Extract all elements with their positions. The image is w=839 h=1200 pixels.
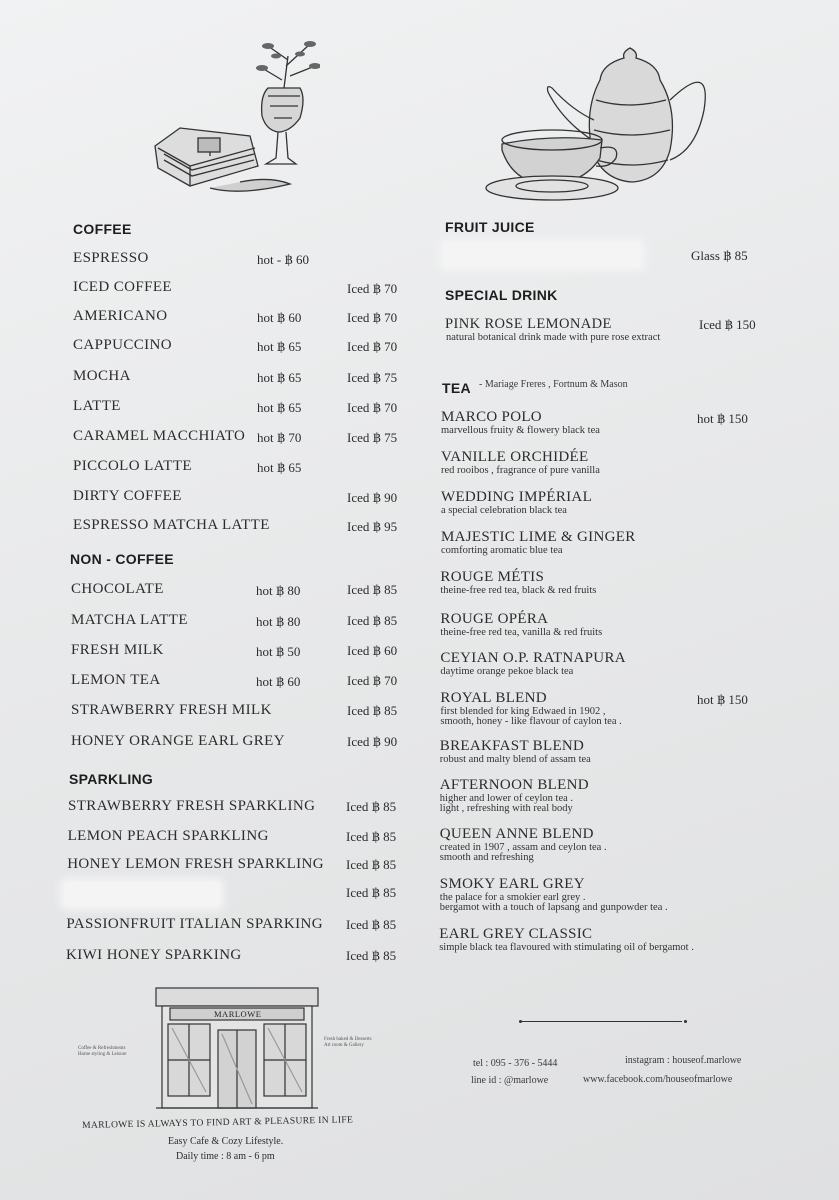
shop-right-caption-1: Fresh baked & Desserts [324, 1037, 372, 1042]
coffee-item-iced-price: Iced ฿ 70 [347, 310, 398, 325]
tea-item-description: marvellous fruity & flowery black tea [441, 425, 600, 436]
coffee-item-name: CARAMEL MACCHIATO [73, 428, 246, 444]
coffee-item-hot-price: hot ฿ 65 [257, 339, 302, 354]
shop-right-caption-2: Art room & Gallery [324, 1043, 364, 1048]
tea-item-description: theine-free red tea, vanilla & red fruits [440, 627, 603, 638]
non-coffee-section-title: NON - COFFEE [70, 551, 174, 567]
tea-brands: - Mariage Freres , Fortnum & Mason [479, 379, 628, 390]
contact-instagram[interactable]: instagram : houseof.marlowe [625, 1055, 742, 1066]
tea-item-name: VANILLE ORCHIDÉE [441, 449, 589, 465]
contact-facebook[interactable]: www.facebook.com/houseofmarlowe [583, 1074, 733, 1085]
non-coffee-item-iced-price: Iced ฿ 85 [347, 613, 398, 628]
non-coffee-item-iced-price: Iced ฿ 60 [347, 643, 398, 658]
tea-item-description: daytime orange pekoe black tea [440, 666, 574, 677]
coffee-item-iced-price: Iced ฿ 70 [347, 281, 398, 296]
sparkling-item-iced-price: Iced ฿ 85 [346, 799, 397, 814]
tea-item-name: QUEEN ANNE BLEND [439, 826, 594, 842]
tea-item-description: theine-free red tea, black & red fruits [440, 585, 597, 596]
non-coffee-item-iced-price: Iced ฿ 90 [347, 734, 398, 749]
non-coffee-item-iced-price: Iced ฿ 85 [347, 582, 398, 597]
shop-left-caption-1: Coffee & Refreshments [78, 1046, 126, 1051]
non-coffee-item-name: LEMON TEA [71, 672, 161, 688]
special-drink-price: Iced ฿ 150 [699, 317, 756, 332]
tea-item-description: first blended for king Edwaed in 1902 , [440, 706, 606, 717]
sparkling-item-iced-price: Iced ฿ 85 [346, 857, 397, 872]
non-coffee-item-hot-price: hot ฿ 80 [256, 583, 301, 598]
tea-item-name: ROUGE MÉTIS [440, 569, 545, 585]
sparkling-item-iced-price: Iced ฿ 85 [346, 917, 397, 932]
non-coffee-item-hot-price: hot ฿ 50 [256, 644, 301, 659]
sparkling-item-name: HONEY LEMON FRESH SPARKLING [67, 856, 324, 872]
non-coffee-item-name: HONEY ORANGE EARL GREY [71, 733, 285, 749]
tea-item-description: light , refreshing with real body [439, 802, 573, 814]
non-coffee-item-name: MATCHA LATTE [71, 612, 188, 628]
tea-item-description: created in 1907 , assam and ceylon tea . [439, 842, 607, 853]
contact-line-id: line id : @marlowe [471, 1075, 549, 1086]
contact-tel: tel : 095 - 376 - 5444 [473, 1058, 558, 1069]
fruit-juice-price: Glass ฿ 85 [691, 248, 748, 263]
sparkling-item-name: LEMON PEACH SPARKLING [67, 828, 269, 844]
sparkling-item-iced-price: Iced ฿ 85 [346, 885, 397, 900]
coffee-item-name: AMERICANO [73, 308, 168, 324]
shop-sign: MARLOWE [214, 1009, 262, 1019]
coffee-item-name: ICED COFFEE [73, 279, 172, 295]
coffee-item-name: CAPPUCCINO [73, 337, 173, 353]
sparkling-section-title: SPARKLING [69, 771, 154, 787]
non-coffee-item-hot-price: hot ฿ 80 [256, 614, 301, 629]
footer-hours: Daily time : 8 am - 6 pm [176, 1151, 275, 1162]
coffee-item-name: ESPRESSO [73, 250, 149, 266]
coffee-item-name: LATTE [73, 398, 121, 414]
coffee-item-hot-price: hot - ฿ 60 [257, 252, 309, 267]
coffee-item-hot-price: hot ฿ 65 [257, 460, 302, 475]
non-coffee-item-name: FRESH MILK [71, 642, 164, 658]
non-coffee-item-name: CHOCOLATE [71, 581, 164, 597]
non-coffee-item-iced-price: Iced ฿ 85 [347, 703, 398, 718]
tea-item-name: BREAKFAST BLEND [439, 738, 585, 754]
coffee-item-name: DIRTY COFFEE [73, 488, 182, 504]
tea-item-name: AFTERNOON BLEND [439, 777, 589, 793]
tea-item-description: smooth, honey - like flavour of caylon tea . [440, 715, 622, 727]
footer-tagline: MARLOWE IS ALWAYS TO FIND ART & PLEASURE IN LIFE [82, 1114, 354, 1131]
footer-lifestyle: Easy Cafe & Cozy Lifestyle. [168, 1136, 284, 1147]
teapot-teacup-illustration [482, 40, 722, 205]
tea-item-name: SMOKY EARL GREY [439, 876, 585, 892]
coffee-item-name: ESPRESSO MATCHA LATTE [73, 517, 270, 533]
coffee-item-iced-price: Iced ฿ 75 [347, 430, 398, 445]
non-coffee-item-name: STRAWBERRY FRESH MILK [71, 702, 272, 718]
coffee-item-iced-price: Iced ฿ 75 [347, 370, 398, 385]
tea-item-price: hot ฿ 150 [697, 692, 748, 707]
tea-item-name: WEDDING IMPÉRIAL [441, 489, 593, 505]
tea-item-description: higher and lower of ceylon tea . [439, 793, 574, 804]
tea-item-name: MARCO POLO [441, 409, 542, 425]
coffee-section-title: COFFEE [73, 221, 132, 237]
coffee-item-iced-price: Iced ฿ 90 [347, 490, 398, 505]
coffee-item-name: MOCHA [73, 368, 131, 384]
redacted-item [64, 882, 220, 906]
tea-item-description: simple black tea flavoured with stimulating oil of bergamot . [439, 942, 694, 953]
coffee-item-hot-price: hot ฿ 65 [257, 400, 302, 415]
sparkling-item-name: PASSIONFRUIT ITALIAN SPARKING [66, 916, 323, 932]
tea-section-title: TEA [442, 380, 471, 396]
non-coffee-item-iced-price: Iced ฿ 70 [347, 673, 398, 688]
coffee-item-name: PICCOLO LATTE [73, 458, 192, 474]
tea-item-name: MAJESTIC LIME & GINGER [441, 529, 636, 545]
sparkling-item-name: KIWI HONEY SPARKING [66, 947, 242, 963]
divider-dot-left [519, 1020, 522, 1023]
tea-item-name: ROUGE OPÉRA [440, 611, 549, 627]
sparkling-item-iced-price: Iced ฿ 85 [346, 829, 397, 844]
sparkling-item-iced-price: Iced ฿ 85 [346, 948, 397, 963]
special-drink-name: PINK ROSE LEMONADE [445, 316, 612, 332]
fruit-juice-section-title: FRUIT JUICE [445, 219, 535, 235]
tea-item-description: bergamot with a touch of lapsang and gunpowder tea . [439, 901, 668, 913]
divider-line [522, 1021, 682, 1022]
book-plant-illustration [150, 36, 320, 196]
tea-item-price: hot ฿ 150 [697, 411, 748, 426]
sparkling-item-name: STRAWBERRY FRESH SPARKLING [68, 798, 316, 814]
coffee-item-iced-price: Iced ฿ 70 [347, 400, 398, 415]
redacted-juice-list [443, 243, 641, 267]
tea-item-name: ROYAL BLEND [440, 690, 547, 706]
tea-item-description: robust and malty blend of assam tea [439, 754, 591, 765]
tea-item-description: comforting aromatic blue tea [441, 545, 563, 556]
tea-item-name: CEYIAN O.P. RATNAPURA [440, 650, 626, 666]
tea-item-description: red rooibos , fragrance of pure vanilla [441, 465, 600, 476]
coffee-item-iced-price: Iced ฿ 95 [347, 519, 398, 534]
coffee-item-hot-price: hot ฿ 70 [257, 430, 302, 445]
non-coffee-item-hot-price: hot ฿ 60 [256, 674, 301, 689]
shop-left-caption-2: Home styling & Leisure [78, 1052, 127, 1057]
tea-item-name: EARL GREY CLASSIC [439, 926, 593, 942]
tea-item-description: the palace for a smokier earl grey . [439, 892, 586, 903]
divider-dot-right [684, 1020, 687, 1023]
tea-item-description: smooth and refreshing [439, 851, 534, 863]
coffee-item-iced-price: Iced ฿ 70 [347, 339, 398, 354]
tea-item-description: a special celebration black tea [441, 505, 567, 516]
special-drink-section-title: SPECIAL DRINK [445, 287, 558, 303]
coffee-item-hot-price: hot ฿ 65 [257, 370, 302, 385]
special-drink-description: natural botanical drink made with pure rose extract [446, 332, 661, 343]
coffee-item-hot-price: hot ฿ 60 [257, 310, 302, 325]
shop-front-illustration [154, 986, 320, 1111]
